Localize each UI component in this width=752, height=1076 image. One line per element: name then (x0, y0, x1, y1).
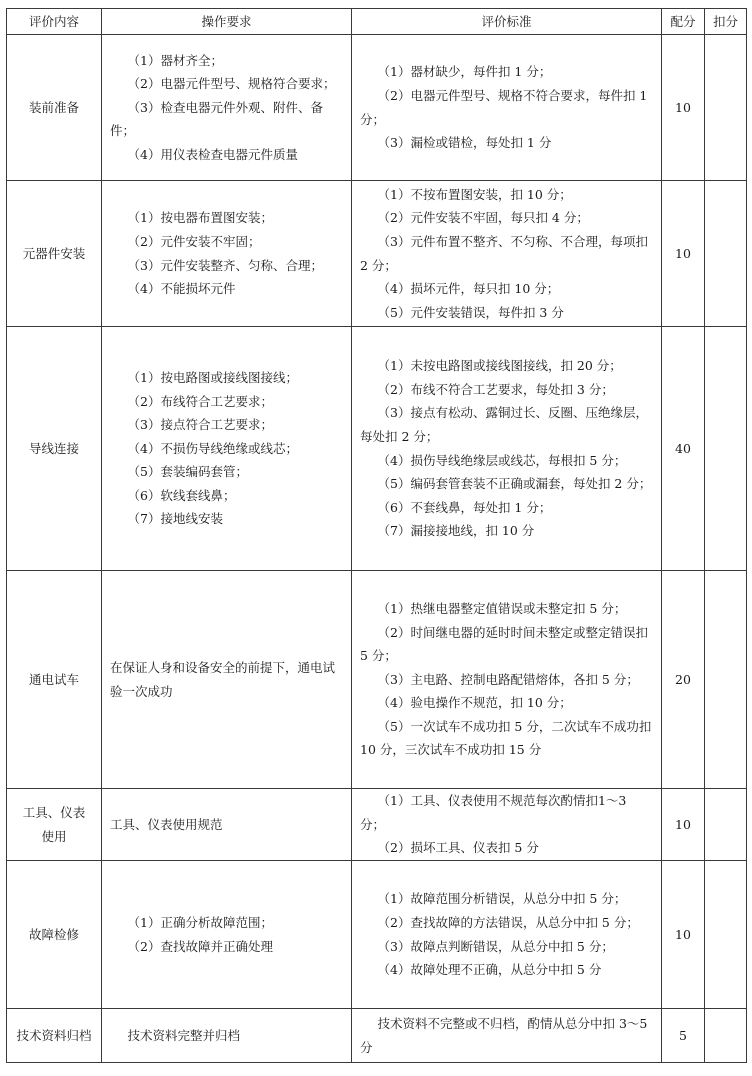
requirement-line: （6）软线套线鼻； (127, 487, 236, 503)
requirement-line: （4）不损伤导线绝缘或线芯； (127, 440, 298, 456)
score-cell: 20 (662, 571, 705, 789)
content-cell (7, 35, 102, 181)
content-cell (7, 789, 102, 861)
standards-cell (352, 789, 662, 861)
requirement-line: （4）不能损坏元件 (127, 281, 236, 297)
standard-line: （1）不按布置图安装，扣 10 分； (377, 186, 572, 202)
deduct-cell (705, 327, 747, 571)
standard-line: （3）主电路、控制电路配错熔体，各扣 5 分； (377, 671, 639, 687)
deduct-cell (705, 181, 747, 327)
standard-line: （2）电器元件型号、规格不符合要求，每件扣 1 分； (360, 87, 648, 127)
requirement-line: （2）布线符合工艺要求； (127, 393, 273, 409)
requirement-line: （2）查找故障并正确处理 (127, 938, 273, 954)
score-cell: 5 (662, 1009, 705, 1063)
score-cell: 10 (662, 35, 705, 181)
table-row (7, 571, 747, 789)
header-score: 配分 (662, 9, 705, 35)
standard-line: （6）不套线鼻，每处扣 1 分； (377, 499, 552, 515)
standard-line: （4）故障处理不正确，从总分中扣 5 分 (377, 962, 602, 978)
deduct-cell (705, 571, 747, 789)
requirement-line: （1）正确分析故障范围； (127, 914, 273, 930)
requirements-cell (102, 789, 352, 861)
content-text: 使用 (41, 828, 67, 844)
requirement-line: 在保证人身和设备安全的前提下，通电试验一次成功 (110, 659, 336, 699)
deduct-cell (705, 35, 747, 181)
requirements-cell (102, 1009, 352, 1063)
score-cell: 40 (662, 327, 705, 571)
content-text: 技术资料归档 (16, 1027, 92, 1043)
deduct-cell (705, 1009, 747, 1063)
content-cell (7, 327, 102, 571)
standard-line: （4）损伤导线绝缘层或线芯，每根扣 5 分； (377, 452, 627, 468)
requirement-line: （3）检查电器元件外观、附件、备件； (110, 99, 323, 139)
requirement-line: （1）按电器布置图安装； (127, 210, 273, 226)
requirement-line: 技术资料完整并归档 (127, 1027, 241, 1043)
content-cell (7, 181, 102, 327)
content-text: 故障检修 (28, 926, 79, 942)
standards-cell (352, 861, 662, 1009)
requirement-line: （4）用仪表检查电器元件质量 (127, 146, 298, 162)
deduct-cell (705, 861, 747, 1009)
standards-cell (352, 181, 662, 327)
content-text: 通电试车 (28, 671, 79, 687)
standard-line: （1）故障范围分析错误，从总分中扣 5 分； (377, 891, 627, 907)
standard-line: （5）一次试车不成功扣 5 分，二次试车不成功扣 10 分，三次试车不成功扣 15 分 (360, 718, 652, 758)
requirements-cell (102, 181, 352, 327)
requirement-line: （2）元件安装不牢固； (127, 233, 261, 249)
table-row (7, 35, 747, 181)
table-row (7, 861, 747, 1009)
content-text: 工具、仪表 (22, 804, 86, 820)
standards-cell (352, 35, 662, 181)
standard-line: （5）编码套管套装不正确或漏套，每处扣 2 分； (377, 476, 652, 492)
standard-line: （4）验电操作不规范，扣 10 分； (377, 695, 572, 711)
standard-line: （3）接点有松动、露铜过长、反圈、压绝缘层，每处扣 2 分； (360, 405, 648, 444)
table-row (7, 1009, 747, 1063)
header-content: 评价内容 (7, 9, 102, 35)
table-row (7, 181, 747, 327)
requirement-line: （1）器材齐全； (127, 52, 223, 68)
requirements-cell (102, 327, 352, 571)
requirement-line: （3）接点符合工艺要求； (127, 417, 273, 433)
standard-line: （1）热继电器整定值错误或未整定扣 5 分； (377, 600, 627, 616)
standard-line: （2）时间继电器的延时时间未整定或整定错误扣 5 分； (360, 624, 648, 664)
requirement-line: （3）元件安装整齐、匀称、合理； (127, 257, 323, 273)
standard-line: （2）元件安装不牢固，每只扣 4 分； (377, 210, 589, 226)
score-cell: 10 (662, 181, 705, 327)
standard-line: （7）漏接接地线，扣 10 分 (377, 523, 535, 539)
requirement-line: （5）套装编码套管； (127, 464, 248, 480)
header-requirements: 操作要求 (102, 9, 352, 35)
standard-line: （2）查找故障的方法错误，从总分中扣 5 分； (377, 914, 639, 930)
standard-line: （3）元件布置不整齐、不匀称、不合理，每项扣 2 分； (360, 233, 648, 273)
requirement-line: 工具、仪表使用规范 (110, 816, 223, 832)
table-row (7, 327, 747, 571)
content-text: 导线连接 (28, 440, 79, 456)
content-cell (7, 861, 102, 1009)
standards-cell (352, 327, 662, 571)
header-deduct: 扣分 (705, 9, 747, 35)
content-text: 装前准备 (28, 99, 79, 115)
content-text: 元器件安装 (22, 245, 86, 261)
requirements-cell (102, 571, 352, 789)
evaluation-table (6, 8, 747, 1063)
deduct-cell (705, 789, 747, 861)
requirements-cell (102, 861, 352, 1009)
content-cell (7, 1009, 102, 1063)
header-row (7, 9, 747, 35)
requirements-cell (102, 35, 352, 181)
score-cell: 10 (662, 789, 705, 861)
standard-line: （2）损坏工具、仪表扣 5 分 (377, 840, 539, 856)
requirement-line: （7）接地线安装 (127, 511, 223, 527)
requirement-line: （2）电器元件型号、规格符合要求； (127, 76, 336, 92)
standard-line: （1）工具、仪表使用不规范每次酌情扣1～3 分； (360, 793, 627, 832)
requirement-line: （1）按电路图或接线图接线； (127, 369, 298, 385)
standard-line: 技术资料不完整或不归档，酌情从总分中扣 3～5 分 (360, 1015, 648, 1055)
standard-line: （1）器材缺少，每件扣 1 分； (377, 64, 552, 80)
standard-line: （5）元件安装错误，每件扣 3 分 (377, 304, 564, 320)
standard-line: （1）未按电路图或接线图接线，扣 20 分； (377, 358, 622, 374)
content-cell (7, 571, 102, 789)
standard-line: （3）故障点判断错误，从总分中扣 5 分； (377, 938, 614, 954)
standard-line: （3）漏检或错检，每处扣 1 分 (377, 135, 552, 151)
standards-cell (352, 571, 662, 789)
standard-line: （2）布线不符合工艺要求，每处扣 3 分； (377, 381, 614, 397)
table-row (7, 789, 747, 861)
score-cell: 10 (662, 861, 705, 1009)
header-standards: 评价标准 (352, 9, 662, 35)
standard-line: （4）损坏元件，每只扣 10 分； (377, 281, 560, 297)
standards-cell (352, 1009, 662, 1063)
